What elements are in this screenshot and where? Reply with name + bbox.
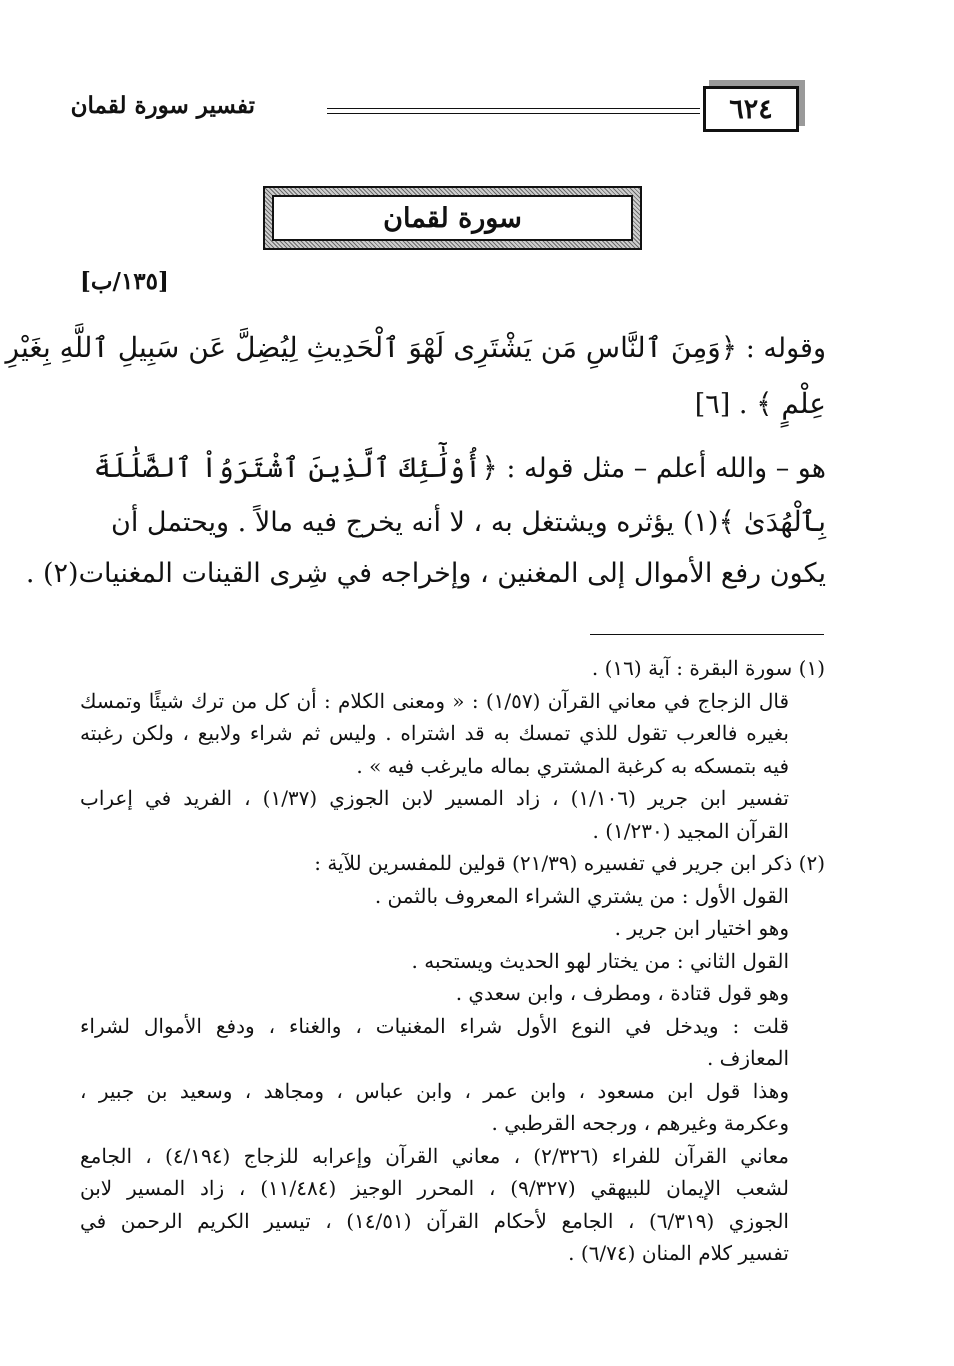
- footnote-line: وهو اختيار ابن جرير .: [614, 916, 789, 940]
- main-text: وقوله :: [737, 333, 826, 364]
- main-line-2: [695, 376, 826, 433]
- quran-verse: عِلْمٍ ﴾: [756, 387, 826, 420]
- footnote-line: معاني القرآن للفراء (٢/٣٢٦) ، معاني القرآن وإعرابه للزجاج (٤/١٩٤) ، الجامع: [80, 1143, 789, 1168]
- page-number-box: [703, 86, 799, 132]
- footnote-line: وعكرمة وغيرهم ، ورجحه القرطبي .: [491, 1111, 789, 1135]
- main-text: هو – والله أعلم – مثل قوله :: [497, 453, 826, 484]
- manuscript-reference: [١٣٥/ب]: [80, 268, 169, 295]
- footnote-line: قال الزجاج في معاني القرآن (١/٥٧) : « ومعنى الكلام : أن كل من ترك شيئًا وتمسك: [80, 688, 790, 713]
- quran-verse: بِٱلْهُدَىٰ ﴾: [718, 505, 826, 538]
- page-number: ٦٢٤: [729, 93, 773, 125]
- quran-verse: ﴿أُوْلَٰٓئِكَ ٱلَّذِينَ ٱشْتَرَوُاْ ٱلضَّلَٰلَةَ: [93, 451, 498, 484]
- footnote-line: بغيره فالعرب تقول للذي تمسك به قد اشتراه . وليس ثم شراء ولابيع ، ولكن رغبته: [80, 721, 789, 745]
- verse-number-ref: . [٦]: [694, 389, 757, 420]
- footnote-line: فيه بتمسكه به كرغبة المشتري بماله مايرغب فيه » .: [356, 753, 789, 778]
- footnote-line: القول الثاني : من يختار لهو الحديث ويستحبه .: [411, 948, 789, 973]
- footnote-line: القول الأول : من يشتري الشراء المعروف بالثمن .: [374, 883, 789, 908]
- footnote-line: تفسير ابن جرير (١/١٠٦) ، زاد المسير لابن الجوزي (١/٣٧) ، الفريد في إعراب: [80, 786, 790, 810]
- footnote-separator: [590, 634, 824, 635]
- running-title: تفسير سورة لقمان: [70, 92, 255, 119]
- header-rule-bottom: [327, 113, 700, 114]
- header-rule-top: [327, 108, 700, 109]
- main-line-4: [111, 494, 826, 551]
- footnote-line: وهذا قول ابن مسعود ، وابن عمر ، وابن عباس ، ومجاهد ، وسعيد بن جبير ،: [80, 1078, 789, 1103]
- main-line-5: [26, 546, 826, 602]
- surah-title-frame: [263, 186, 642, 250]
- main-text: يكون رفع الأموال إلى المغنين ، وإخراجه في شِرى القينات المغنيات(٢) .: [25, 558, 826, 589]
- footnote-line: لشعب الإيمان للبيهقي (٩/٣٢٧) ، المحرر الوجيز (١١/٤٨٤) ، زاد المسير لابن: [80, 1176, 789, 1200]
- footnote-line: قلت : ويدخل في النوع الأول شراء المغنيات ، والغناء ، ودفع الأموال لشراء: [80, 1013, 789, 1038]
- main-line-3: [94, 440, 826, 497]
- surah-title: سورة لقمان: [272, 195, 633, 241]
- footnotes: [80, 652, 825, 1270]
- footnote-line: المعازف .: [706, 1046, 789, 1070]
- footnote-line: (٢) ذكر ابن جرير في تفسيره (٢١/٣٩) قولين للمفسرين للآية :: [314, 851, 825, 875]
- main-line-1: [6, 320, 826, 377]
- footnote-line: (١) سورة البقرة : آية (١٦) .: [591, 656, 825, 680]
- quran-verse: ﴿وَمِنَ ٱلنَّاسِ مَن يَشْتَرِى لَهْوَ ٱلْحَدِيثِ لِيُضِلَّ عَن سَبِيلِ ٱللَّهِ بِغَيْرِ: [5, 331, 738, 364]
- footnote-line: القرآن المجيد (١/٢٣٠) .: [592, 818, 789, 843]
- footnote-line: الجوزي (٦/٣١٩) ، الجامع لأحكام القرآن (١٤/٥١) ، تيسير الكريم الرحمن في: [80, 1208, 789, 1233]
- main-text: (١) يؤثره ويشتغل به ، لا أنه يخرج فيه مالاً . ويحتمل أن: [110, 507, 719, 538]
- footnote-line: وهو قول قتادة ، ومطرف ، وابن سعدي .: [455, 981, 789, 1005]
- footnote-line: تفسير كلام المنان (٦/٧٤) .: [568, 1241, 789, 1265]
